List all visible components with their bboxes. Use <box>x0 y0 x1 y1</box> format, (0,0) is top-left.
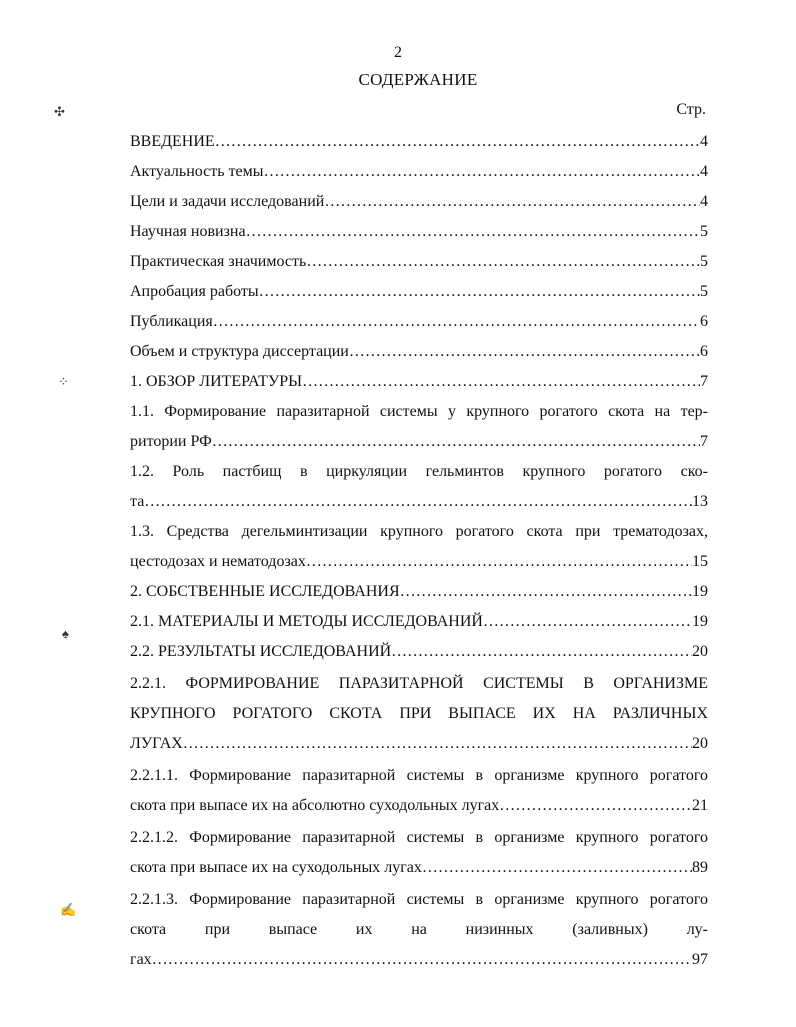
toc-entry-title: цестодозах и нематодозах <box>130 553 306 570</box>
toc-entry-title: Публикация <box>130 313 213 330</box>
page-title: СОДЕРЖАНИЕ <box>358 70 478 89</box>
scan-mark-icon: ✣ <box>54 104 65 119</box>
dot-leader <box>349 337 700 367</box>
scan-mark-icon: ⁘ <box>58 374 69 389</box>
toc-entry-page: 19 <box>692 583 708 600</box>
toc-entry-line: КРУПНОГО РОГАТОГО СКОТА ПРИ ВЫПАСЕ ИХ НА РАЗЛИЧНЫХ <box>130 705 708 722</box>
toc-entry[interactable] <box>130 883 708 975</box>
toc-entry[interactable] <box>130 457 708 517</box>
toc-entry-line: 1.3. Средства дегельминтизации крупного рогатого скота при трематодозах, <box>130 523 708 540</box>
toc-entry[interactable] <box>130 217 708 247</box>
toc-entry-line: 2.2.1.1. Формирование паразитарной системы в организме крупного рогатого <box>130 767 708 784</box>
toc-entry-page: 6 <box>700 313 708 330</box>
toc-entry-page: 6 <box>700 343 708 360</box>
dot-leader <box>144 487 692 517</box>
scan-mark-icon: ✍ <box>60 902 77 917</box>
toc-entry-title: Апробация работы <box>130 283 259 300</box>
dot-leader <box>183 729 692 759</box>
toc-entry[interactable] <box>130 577 708 607</box>
dot-leader <box>215 127 700 157</box>
toc-entry-title: гах <box>130 951 152 968</box>
toc-entry-title: Актуальность темы <box>130 163 264 180</box>
toc-entry[interactable] <box>130 307 708 337</box>
toc-entry-page: 97 <box>692 951 708 968</box>
toc-entry-page: 4 <box>700 133 708 150</box>
dot-leader <box>391 637 692 667</box>
toc-entry-title: Научная новизна <box>130 223 246 240</box>
toc-entry[interactable] <box>130 397 708 457</box>
toc-entry[interactable] <box>130 517 708 577</box>
toc-entry-line: скота при выпасе их на низинных (заливных) лу- <box>130 921 708 938</box>
page-number: 2 <box>394 44 402 61</box>
toc-entry-page: 7 <box>700 433 708 450</box>
toc-entry-title: 1. ОБЗОР ЛИТЕРАТУРЫ <box>130 373 303 390</box>
toc-entry[interactable] <box>130 367 708 397</box>
toc-entry-page: 5 <box>700 283 708 300</box>
dot-leader <box>212 427 700 457</box>
toc-entry[interactable] <box>130 187 708 217</box>
toc-entry-page: 4 <box>700 193 708 210</box>
dot-leader <box>213 307 700 337</box>
toc-entry-line: 2.2.1. ФОРМИРОВАНИЕ ПАРАЗИТАРНОЙ СИСТЕМЫ В ОРГАНИЗМЕ <box>130 675 708 692</box>
toc-entry[interactable] <box>130 337 708 367</box>
dot-leader <box>264 157 700 187</box>
toc-entry[interactable] <box>130 821 708 883</box>
toc-entry[interactable] <box>130 637 708 667</box>
toc-entry-title: скота при выпасе их на абсолютно суходольных лугах <box>130 797 500 814</box>
dot-leader <box>483 607 692 637</box>
toc-entry-line: 1.2. Роль пастбищ в циркуляции гельминтов крупного рогатого ско- <box>130 463 708 480</box>
toc-entry[interactable] <box>130 759 708 821</box>
toc-entry-title: Объем и структура диссертации <box>130 343 349 360</box>
toc-entry-page: 19 <box>692 613 708 630</box>
toc-entry-title: ВВЕДЕНИЕ <box>130 133 215 150</box>
toc-entry-page: 20 <box>692 735 708 752</box>
dot-leader <box>400 577 692 607</box>
toc-entry-page: 13 <box>692 493 708 510</box>
toc-entry[interactable] <box>130 127 708 157</box>
toc-entry-page: 15 <box>692 553 708 570</box>
dot-leader <box>499 791 692 821</box>
toc-entry[interactable] <box>130 667 708 759</box>
toc-entry-page: 5 <box>700 253 708 270</box>
toc-entry[interactable] <box>130 157 708 187</box>
toc-entry-title: Практическая значимость <box>130 253 307 270</box>
toc-entry-title: Цели и задачи исследований <box>130 193 325 210</box>
dot-leader <box>259 277 700 307</box>
toc-entry-title: ритории РФ <box>130 433 212 450</box>
toc-entry-title: та <box>130 493 145 510</box>
toc-entry-title: 2. СОБСТВЕННЫЕ ИССЛЕДОВАНИЯ <box>130 583 400 600</box>
toc-entry[interactable] <box>130 247 708 277</box>
toc-entry-page: 21 <box>692 797 708 814</box>
dot-leader <box>422 853 692 883</box>
dot-leader <box>306 247 700 277</box>
scan-mark-icon: ♠ <box>62 626 69 641</box>
dot-leader <box>246 217 700 247</box>
toc-entry[interactable] <box>130 277 708 307</box>
toc-entry[interactable] <box>130 607 708 637</box>
dot-leader <box>306 547 692 577</box>
toc-entry-line: 2.2.1.3. Формирование паразитарной системы в организме крупного рогатого <box>130 891 708 908</box>
page-column-label: Стр. <box>676 101 706 118</box>
toc-entry-title: 2.1. МАТЕРИАЛЫ И МЕТОДЫ ИССЛЕДОВАНИЙ <box>130 613 483 630</box>
toc-entry-page: 89 <box>692 859 708 876</box>
toc-entry-page: 7 <box>700 373 708 390</box>
toc-entry-title: ЛУГАХ <box>130 735 183 752</box>
toc-entry-page: 4 <box>700 163 708 180</box>
toc-entry-line: 1.1. Формирование паразитарной системы у крупного рогатого скота на тер- <box>130 403 708 420</box>
dot-leader <box>324 187 700 217</box>
dot-leader <box>152 945 692 975</box>
toc-entry-line: 2.2.1.2. Формирование паразитарной системы в организме крупного рогатого <box>130 829 708 846</box>
toc-entry-title: скота при выпасе их на суходольных лугах <box>130 859 422 876</box>
dot-leader <box>302 367 700 397</box>
toc-entry-page: 5 <box>700 223 708 240</box>
toc-entry-title: 2.2. РЕЗУЛЬТАТЫ ИССЛЕДОВАНИЙ <box>130 643 392 660</box>
table-of-contents <box>130 127 708 975</box>
toc-entry-page: 20 <box>692 643 708 660</box>
